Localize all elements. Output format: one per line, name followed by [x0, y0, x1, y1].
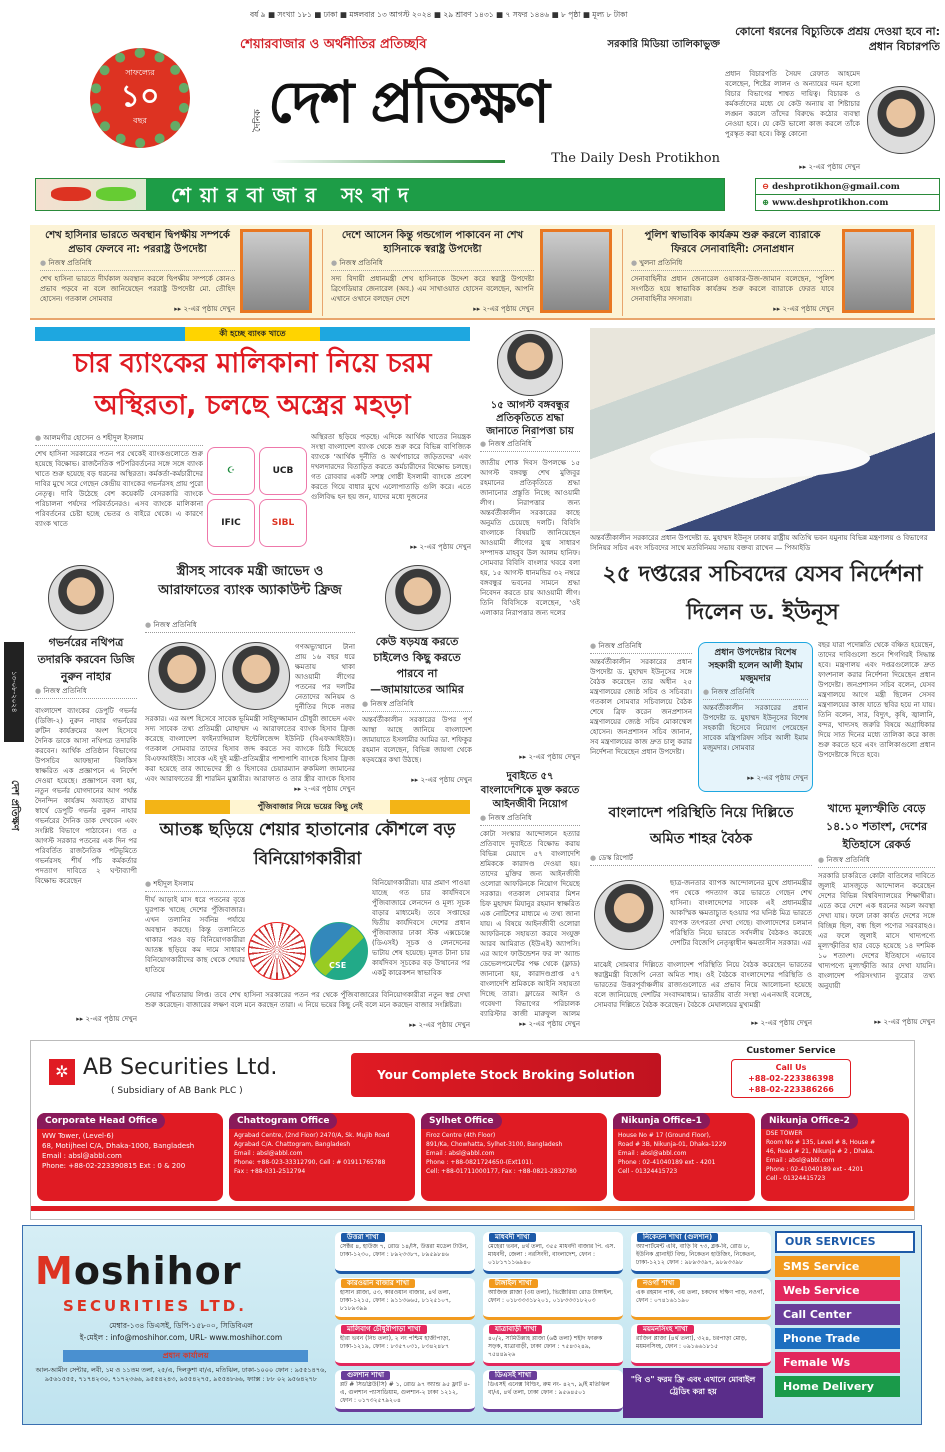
branch-address: মেহেরা ভবন, ৪র্থ তলা, ৩৫৫ মাধবদী বাজার পি. এস. মাধবদী, জেলা : নরসিংদী, বাংলাদেশ, ফোন : ০১৮১৭১১৬৯৪০ [488, 1243, 616, 1266]
article-javed-arafat[interactable] [145, 562, 355, 638]
headline[interactable]: দুবাইতে ৫৭ বাংলাদেশিকে মুক্ত করতে আইনজীবী নিয়োগ [480, 771, 580, 810]
amit-shah-photo [594, 880, 664, 950]
byline: ● আলমগীর হোসেন ও শহীদুল ইসলাম [35, 432, 203, 446]
army-chief-photo [842, 229, 914, 313]
branch-title: নওগাঁ শাখা [637, 1279, 680, 1288]
article-body: দীর্ঘ আড়াই মাস ধরে পতনের বৃত্তে ঘুরপাক খাচ্ছে দেশের পুঁজিবাজার। এখন তলানির সর্বনিম্ন পর্যায়ে অবস্থান করছে। কিন্তু তলানিতে থাকার পরও বড় বিনিয়োগকারীরা আতঙ্ক ছড়িয়ে কম দামে সাধারণ বিনিয়োগকারীদের কাছ থেকে শেয়ার হাতিয়ে [145, 896, 245, 974]
service-item: Web Service [775, 1280, 900, 1301]
branch-card [335, 1278, 475, 1320]
anniversary-emblem [80, 40, 200, 170]
web-icon: ⊕ [762, 198, 773, 208]
javed-body [145, 714, 355, 796]
cse-label: CSE [329, 961, 347, 970]
headline[interactable]: গভর্নরের নথিপত্র তদারকি করবেন ডিজি নুরুন নাহার [37, 636, 135, 683]
service-item: SMS Service [775, 1256, 900, 1277]
headline[interactable]: ১৫ আগস্ট বঙ্গবন্ধুর প্রতিকৃতিতে শ্রদ্ধা জানাতে নিরাপত্তা চায় [486, 400, 574, 437]
amit-body-cont [594, 960, 812, 1030]
anniversary-top: সাফল্যের [125, 68, 155, 77]
continue-link[interactable]: ▸▸ ২-এর পৃষ্ঠায় দেখুন [725, 162, 860, 172]
branch-title: মালিবাগ চৌধুরীপাড়া শাখা [341, 1325, 427, 1334]
branch-address: হীরা ভবন (নিচ তলা), ২ নং পশ্চিম হাজীপাড়া, ঢাকা-১২১৯, ফোন : ৮৩৫৭০৩১, ৮৩৪২৪৮৭ [340, 1335, 451, 1350]
strip-article[interactable] [622, 229, 834, 316]
contact-box [755, 178, 940, 211]
ific-logo: IFIC [207, 499, 255, 547]
branch-title: ময়মনসিংহ শাখা [637, 1325, 694, 1334]
ab-logo-icon: ✲ [49, 1059, 75, 1085]
cs-call: Call Us [775, 1063, 807, 1072]
newspaper-logo[interactable]: দেশ প্রতিক্ষণ [268, 68, 548, 136]
secretaries-body-cont [818, 640, 935, 792]
office-card [37, 1113, 223, 1201]
office-line: DSE TOWER [766, 1130, 803, 1137]
article-body: শেখ হাসিনা সরকারের পতন পর থেকেই ব্যাংকগুলোতে শুরু হয়েছে বিক্ষোভ। রাজনৈতিক পটপরিবর্তনের সঙ্গে সঙ্গে ব্যাংক খাতে শুরু হয়েছে বড় ধরনের অস্থিরতা। কর্মকর্তা-কর্মচারীদের দাবির মুখে সরে গেছেন কেন্দ্রীয় ব্যাংকের গভর্নরসহ প্রায় পুরো নেতৃত্ব। দাবি উঠেছে বেশ কয়েকটি বেসরকারি ব্যাংকে পরিচালনা পর্ষদের পরিবর্তনেরও। এসব ব্যাংকে মালিকানা পরিবর্তনের চেষ্টা হচ্ছে ভেতর ও বাইরে থেকে। এ কারণে ব্যাংক খাতে [35, 450, 203, 528]
office-line: Room No # 135, Level # 8, House # [766, 1139, 876, 1146]
govt-listed-label: সরকারি মিডিয়া তালিকাভুক্ত [607, 39, 720, 50]
home-adviser-photo [540, 229, 612, 313]
headline[interactable]: শেখ হাসিনার ভারতে অবস্থান দ্বিপক্ষীয় সম্পর্কে প্রভাব ফেলবে না: পররাষ্ট্র উপদেষ্টা [45, 230, 230, 255]
side-logo: দেশ প্রতিক্ষণ [4, 750, 24, 860]
photo-caption: অন্তর্বর্তীকালীন সরকারের প্রধান উপদেষ্টা ড. মুহাম্মদ ইউনূস ঢাকায় রাষ্ট্রীয় অতিথি ভবন যমুনায় বিভিন্ন মন্ত্রণালয় ও বিভাগের সিনিয়র সচিব এবং সচিবদের সাথে মতবিনিময় সভায় বক্তব্য রাখেন — পিআইডি [590, 534, 928, 552]
decorative-bar [31, 1206, 915, 1211]
branch-title: উত্তরা শাখা [341, 1233, 385, 1242]
services-title: OUR SERVICES [775, 1231, 915, 1253]
service-item: Call Center [775, 1304, 900, 1325]
section-banner-title: শেয়ারবাজার সংবাদ [171, 183, 418, 207]
article-body: সেনাবাহিনীর প্রধান জেনারেল ওয়াকার-উজ-জামান বলেছেন, 'পুলিশ সংগঠিত হয়ে স্বাভাবিক কার্যক্রম শুরু করলে ব্যারাকে ফেরত যাবে সেনাবাহিনীর সদস্যরা। [631, 275, 834, 303]
byline: ● নিজস্ব প্রতিনিধি [480, 438, 580, 452]
office-card [229, 1113, 415, 1201]
office-line: Phone : 02-41040189 ext - 4201 [766, 1166, 864, 1173]
branch-address: হাসান প্লাজা, ৫৩, কারওয়ান বাজার, ৪র্থ তলা, ঢাকা-১২১৫, ফোন : ৯১১৩৬৬৫, ৮১২৫১০৭, ৮১৮৯৩৯৯ [340, 1289, 451, 1312]
byline: ● নিজস্ব প্রতিনিধি [331, 257, 534, 271]
office-line: 68, Motijheel C/A, Dhaka-1000, Bangladesh [42, 1142, 195, 1150]
office-line: 891/Ka, Chowhatta, Sylhet-3100, Bangladesh [426, 1141, 563, 1148]
continue-link[interactable]: ▸▸ ২-এর পৃষ্ঠায় দেখুন [631, 304, 834, 314]
office-line: Email : absl@abbl.com [42, 1152, 122, 1160]
customer-service [731, 1045, 851, 1109]
article-body: শেখ হাসিনা ভারতে দীর্ঘকাল অবস্থান করলে দ্বিপক্ষীয় সম্পর্কে কোনও প্রভাব পড়বে না বলে জানিয়েছেন পররাষ্ট্র উপদেষ্টা মো. তৌহিদ হোসেন। গতকাল সোমবার [40, 275, 235, 303]
byline: ● নিজস্ব প্রতিনিধি [590, 640, 692, 654]
office-title: Nikunja Office-2 [761, 1113, 858, 1129]
article-jamaat[interactable] [362, 634, 472, 796]
email-icon: ⊖ [762, 182, 773, 192]
branch-card [631, 1278, 771, 1320]
lead-article [35, 432, 203, 556]
article-body: গণঅভ্যুত্থানে টানা প্রায় ১৬ বছর ধরে ক্ষমতায় থাকা আওয়ামী লীগের পতনের পর দলটির নেতাদের অনিয়ম ও দুর্নীতির দিকে নজর [295, 643, 355, 711]
article-body: ছাত্র-জনতার ব্যাপক আন্দোলনের মুখে প্রধানমন্ত্রীর পদ থেকে পদত্যাগ করে ভারতে গেছেন শেখ হাসিনা। বাংলাদেশের সাবেক এই প্রধানমন্ত্রীর আকস্মিক ক্ষমতাচ্যুত হওয়ার পর ঘনিষ্ঠ মিত্র ভারতে ব্যাপক তৎপরতা দেখা গেছে। বাংলাদেশের চলমান পরিস্থিতি নিয়ে ভারতে সর্বদলীয় বৈঠকও করেছে দেশটির বিজেপি নেতৃত্বাধীন ক্ষমতাসীন সরকার। এর [670, 879, 812, 947]
branch-card [483, 1232, 623, 1274]
branch-address: ডিএসই এনেক্স বিল্ডিং, রুম নং- ৪২৭, ৯/ই মতিঝিল বা/এ, ৪র্থ তলা, ঢাকা ফোন : ৯৫৬৪৫০১ [488, 1381, 610, 1396]
promo-badge: "বি ও" ফরম ফ্রি এবং এখানে মোবাইল ট্রেডিং করা হয় [623, 1368, 763, 1418]
chief-justice-photo [867, 86, 935, 154]
headline[interactable]: পুলিশ স্বাভাবিক কার্যক্রম শুরু করলে ব্যারাকে ফিরবে সেনাবাহিনী: সেনাপ্রধান [644, 230, 821, 255]
office-card [421, 1113, 607, 1201]
branch-card [483, 1324, 623, 1366]
moshihor-securities: SECURITIES LTD. [63, 1297, 247, 1315]
office-line: Email : absl@abbl.com [618, 1150, 687, 1157]
foreign-adviser-photo [240, 229, 312, 313]
moshihor-member: মেম্বার-১৩৪ ডিএসই, ডিপি-১৫৮০০, সিডিবিএল [109, 1321, 253, 1330]
article-body: নেয়ার পাঁয়তারায় লিপ্ত। তবে শেখ হাসিনা সরকারের পতন পর থেকে পুঁজিবাজারের বিনিয়োগকারীরা নতুন স্বপ্ন দেখা শুরু করেছেন। বাজারের লক্ষণ বলে মনে করছেন তারা। এ নিয়ে ভয়ের কিছু নেই বলে মনে করছেন বাজার সংশ্লিষ্টরা। [145, 991, 470, 1009]
nurun-nahar-photo [48, 565, 114, 631]
continue-link[interactable]: ▸▸ ২-এর পৃষ্ঠায় দেখুন [362, 775, 472, 785]
islami-bank-logo: ☪ [207, 447, 255, 495]
ab-name: AB Securities Ltd. [83, 1055, 278, 1080]
kicker: পুঁজিবাজার নিয়ে ভয়ের কিছু নেই [230, 800, 390, 814]
article-body: বছর যারা পদোন্নতি থেকে বঞ্চিত হয়েছেন, তাদের দাবিগুলো শুনে শিগগিরই সিদ্ধান্ত হবে। মন্ত্রণালয় এবং দপ্তরগুলোকে দ্রুত ফাংশনাল করার নির্দেশনা দিয়েছেন প্রধান উপদেষ্টা। জনপ্রশাসন সচিব বলেন, যেসব মন্ত্রণালয়ে আগে মন্ত্রী ছিলেন সেসব মন্ত্রণালয়ের কাজ যাতে স্থবির হয়ে না যায়। তিনি বলেন, সার, বিদ্যুৎ, কৃষি, জ্বালানি, বন্দর, খাদ্যসহ জরুরি বিষয়ে অগ্রাধিকার দিয়ে সাত দিনের মধ্যে তালিকা করে কাজ শুরু করতে হবে এবং তালিকাগুলো প্রধান উপদেষ্টাকে দিতে হবে। [818, 641, 935, 759]
office-line: Agrabad C/A. Chattogram, Bangladesh [234, 1141, 351, 1148]
section-banner [35, 178, 725, 211]
website-link[interactable]: www.deshprotikhon.com [772, 198, 889, 208]
article-awami-league[interactable] [480, 330, 580, 456]
cs-phone[interactable]: +88-02-223386266 [748, 1085, 834, 1094]
article-body: সরকারি চাকরিতে কোটা বাতিলের দাবিতে জুলাই মাসজুড়ে আন্দোলন করেছেন দেশের বিভিন্ন বিশ্ববিদ্যালয়ের শিক্ষার্থীরা। এতে করে দেশে এক ধরনের অচল অবস্থা দেখা যায়। ফলে ঢাকা কার্যত দেশের সঙ্গে বিচ্ছিন্ন ছিল, বন্ধ ছিল পণ্যের সরবরাহও। এর ফলে জুলাই মাসে খাদ্যপণ্যে মূল্যস্ফীতির হার বেড়ে হয়েছে ১৪ দশমিক ১০ শতাংশ। দেশের ইতিহাসে এভাবে খাদ্যপণ্যে মূল্যস্ফীতি আর দেখা যায়নি। বাংলাদেশ পরিসংখ্যান ব্যুরোর তথ্য অনুযায়ী [818, 872, 935, 990]
branch-title: গুলশান শাখা [341, 1371, 390, 1380]
continue-link[interactable]: ▸▸ ২-এর পৃষ্ঠায় দেখুন [480, 752, 580, 762]
ab-securities-ad[interactable] [30, 1040, 915, 1220]
strip-article[interactable] [322, 229, 534, 316]
article-dubai[interactable] [480, 770, 580, 1028]
office-title: Nikunja Office-1 [613, 1113, 710, 1129]
cs-title: Customer Service [746, 1046, 836, 1056]
office-line: Email : absl@abbl.com [426, 1150, 495, 1157]
article-body: সদ্য বিদায়ী প্রধানমন্ত্রী শেখ হাসিনাকে উদ্দেশ করে স্বরাষ্ট্র উপদেষ্টা ব্রিগেডিয়ার জেনারেল (অব.) এম সাখাওয়াত হোসেন বলেছেন, আপনি এখানে ওখানে বলছেন দেশে [331, 275, 534, 303]
branch-card [631, 1324, 771, 1366]
share-body-cont [145, 990, 470, 1030]
moshihor-logo: Moshihor [35, 1249, 242, 1293]
branch-address: সেক্টর ৪, হাউজ ৭, রোড ১৪/সি, উত্তরা মডেল টাউন, ঢাকা-১২৩০, ফোন : ৮৯২৩৩৮৭, ৮৯৫৯৮৪৬ [340, 1243, 469, 1258]
secretaries-body [590, 640, 692, 790]
lead-headline[interactable]: চার ব্যাংকের মালিকানা নিয়ে চরম অস্থিরতা, চলছে অস্ত্রের মহড়া [73, 348, 432, 421]
office-line: Cell: +88-01711000177, Fax : +88-0821-2832780 [426, 1168, 577, 1175]
continue-link[interactable]: ▸▸ ২-এর পৃষ্ঠায় দেখুন [311, 542, 471, 552]
headline[interactable]: স্ত্রীসহ সাবেক মন্ত্রী জাভেদ ও আরাফাতের ব্যাংক অ্যাকাউন্ট ফ্রিজ [158, 564, 342, 598]
continue-link[interactable]: ▸▸ ২-এর পৃষ্ঠায় দেখুন [818, 1017, 935, 1027]
english-title: The Daily Desh Protikhon [551, 151, 720, 166]
branch-address: অ্যাপার্টমেন্ট এবি, বাড়ি বি ৭৩, ব্লক-বি, রোড ৮, ইউনিক গ্রানাইট বিল্ড, নিকেতন হাউজিং, নিকেতন, ঢাকা-১২১২ ফোন : ৯৮৯৩৩৯৭, ৯৮৯৩৩৯৮ [636, 1243, 756, 1266]
branch-title: কারওয়ান বাজার শাখা [341, 1279, 415, 1288]
office-line: Email : absl@abbl.com [766, 1157, 835, 1164]
ab-subsidiary: ( Subsidiary of AB Bank PLC ) [111, 1086, 243, 1096]
article-body: অন্তর্বর্তীকালীন সরকারের উপর পূর্ণ আস্থা আছে জানিয়ে বাংলাদেশ জামায়াতে ইসলামীর আমির ডা. শফিকুর রহমান বলেছেন, বিভিন্ন জায়গা থেকে ষড়যন্ত্রের কথা উঠছে। [362, 716, 472, 764]
hq-address: আল-আমীন সেন্টার, লবী, ১ম ও ১১তম তলা, ২৫/এ, দিলকুশা বা/এ, মতিঝিল, ঢাকা-১০০০ ফোন : ৯৫৫১৪৭৬, ৯৫৬১৫৫৫, ৭১৭৪২৩০, ৭১৭২৩৬৬, ৯৫৫৪২৪৩, ৯৫৫৪২৭৫, ৯৫৫৪৮৬৬, ফ্যাক্স : ৮৮ ০২ ৯৫৬৪২৭৮ [35, 1366, 327, 1383]
ali-imam-box[interactable] [698, 642, 813, 792]
article-body: জাতীয় শোক দিবস উপলক্ষে ১৫ আগস্ট বঙ্গবন্ধু শেখ মুজিবুর রহমানের প্রতিকৃতিতে শ্রদ্ধা জানানোর প্রস্তুতি নিচ্ছে আওয়ামী লীগ। নিরাপত্তার জন্য অন্তর্বর্তীকালীন সরকারের কাছে অনুমতি চেয়েছে দলটি। বিবিসি বাংলাকে বিষয়টি জানিয়েছেন আওয়ামী লীগের যুগ্ম সাধারণ সম্পাদক মাহবুব উল আলম হানিফ। সোমবার বিবিসি বাংলার খবরে বলা হয়, ১৫ আগস্ট ধানমন্ডির ৩২ নম্বরে বঙ্গবন্ধুর ভবনের সামনে শ্রদ্ধা নিবেদন করতে চায় আওয়ামী লীগ। তিনি বিবিসিকে বলেছেন, 'ওই এলাকার নিরাপত্তার জন্য দলের [480, 459, 580, 617]
office-title: Chattogram Office [229, 1113, 337, 1129]
office-line: Phone : +88-0821724650-(Ext101). [426, 1159, 534, 1166]
article-governor[interactable] [35, 634, 137, 704]
byline: ● নিজস্ব প্রতিনিধি [145, 619, 355, 633]
continue-link[interactable]: ▸▸ ২-এর পৃষ্ঠায় দেখুন [145, 1020, 470, 1030]
byline: ● ডেস্ক রিপোর্ট [590, 852, 812, 866]
anniversary-bottom: বছর [133, 116, 147, 125]
office-title: Sylhet Office [421, 1113, 502, 1129]
lead-article-cont [311, 432, 471, 556]
javed-photo [148, 642, 216, 710]
headline[interactable]: প্রধান উপদেষ্টার বিশেষ সহকারী হলেন আলী ইমাম মজুমদার [708, 648, 803, 684]
office-line: Email : absl@abbl.com [234, 1150, 303, 1157]
office-title: Corporate Head Office [37, 1113, 165, 1129]
office-line: Phone: +88-023-33312790, Cell : # 01911765788 [234, 1159, 386, 1166]
office-card [761, 1113, 909, 1201]
bank-logos [207, 447, 307, 547]
photo-credit: পিআইডি [784, 544, 811, 552]
subhead: —জামায়াতের আমির [370, 683, 464, 696]
share-body [145, 878, 245, 988]
branch-card [483, 1278, 623, 1320]
branch-card [335, 1232, 475, 1274]
article-body: অন্তর্বর্তীকালীন সরকারের প্রধান উপদেষ্টা ড. মুহাম্মদ ইউনূসের সঙ্গে বৈঠক করেছেন তার অধীন ২৫ মন্ত্রণালয়ের জ্যেষ্ঠ সচিব ও সচিবরা। গতকাল সোমবার সচিবালয়ে বৈঠক শেষে ব্রিফ করেন জনপ্রশাসন মন্ত্রণালয়ের জ্যেষ্ঠ সচিব মোকাম্মেল হোসেন। জনপ্রশাসন সচিব জানান, সব মন্ত্রণালয়ের কাজ দ্রুত চালু করার নির্দেশনা দিয়েছেন প্রধান উপদেষ্টা। [590, 658, 692, 756]
dainik-prefix: দৈনিক [253, 109, 263, 132]
headline[interactable]: দেশে আসেন কিন্তু গন্ডগোল পাকাবেন না শেখ হাসিনাকে স্বরাষ্ট্র উপদেষ্টা [341, 230, 524, 255]
branch-address: আজিজ প্লাজা (৩য় তলা), ভিক্টোরিয়া রোড টাঙ্গাইল, ফোন : ০১৮৩৩৩১৮২০১, ০১৮৩৩৩১৮২০৩ [488, 1289, 613, 1304]
office-line: Phone: +88-02-223390815 Ext : 0 & 200 [42, 1162, 186, 1170]
byline: ● নিজস্ব প্রতিনিধি [703, 686, 808, 700]
branch-address: ৪০/২, সামিউল্লাহ প্লাজা (৬ষ্ঠ তলা) শহীদ ফারুক সড়ক, যাত্রাবাড়ী, ঢাকা ফোন : ৭৫৪৩২৪৯, ৭৫৪৪৯২৬ [488, 1335, 603, 1358]
service-item: Female Ws [775, 1352, 900, 1373]
branch-title: টাঙ্গাইল শাখা [489, 1279, 538, 1288]
side-date-badge: ১৩-০৮-২০২৪ [4, 642, 24, 742]
kicker-bar [35, 327, 470, 341]
branch-title: যাত্রাবাড়ী শাখা [489, 1325, 542, 1334]
article-body: অন্তর্বর্তীকালীন সরকারের প্রধান উপদেষ্টা ড. মুহাম্মদ ইউনূসের বিশেষ সহকারী হিসেবে নিয়োগ পেয়েছেন সাবেক মন্ত্রিপরিষদ সচিব আলী ইমাম মজুমদার। সোমবার [703, 704, 808, 752]
hq-label: প্রধান কার্যালয় [63, 1350, 308, 1362]
headline[interactable]: খাদ্যে মূল্যস্ফীতি বেড়ে ১৪.১০ শতাংশ, দেশের ইতিহাসে রেকর্ড [826, 802, 927, 851]
article-body: বাংলাদেশ ব্যাংকের ডেপুটি গভর্নর (ডিজি-২) নুরুন নাহার গভর্নরের রুটিন কার্যক্রমের অংশ হিসেবে দৈনিক ডাকে আসা নথিপত্র তদারকি করবেন। আর্থিক প্রতিষ্ঠান বিভাগের উপসচিব আফছানা বিলকিস স্বাক্ষরিত এক প্রজ্ঞাপনে এ নির্দেশ দেওয়া হয়েছে। প্রজ্ঞাপনে বলা হয়, নতুন গভর্নর যোগদানের আগ পর্যন্ত দৈনন্দিন কার্যক্রম অব্যাহত রাখার স্বার্থে ডেপুটি গভর্নর নুরুন নাহার গভর্নরের দৈনিক ডাক দেখবেন এবং সংশ্লিষ্ট বিভাগে পাঠাবেন। গত ৫ আগস্ট সরকার পতনের এক দিন পর পরিবর্তিত রাজনৈতিক পটভূমিতে গভর্নরসহ শীর্ষ পাঁচ কর্মকর্তার পদত্যাগ দাবিতে ২ ঘণ্টাব্যাপী বিক্ষোভ করেছেন [35, 707, 137, 885]
office-line: WW Tower, (Level-6) [42, 1132, 114, 1140]
article-food-inflation[interactable] [818, 800, 935, 1030]
our-services [775, 1231, 915, 1421]
ab-slogan: Your Complete Stock Broking Solution [351, 1053, 661, 1097]
branch-card [483, 1370, 623, 1412]
continue-link[interactable]: ▸▸ ২-এর পৃষ্ঠায় দেখুন [331, 304, 534, 314]
arafat-photo [222, 642, 290, 710]
tagline: শেয়ারবাজার ও অর্থনীতির প্রতিচ্ছবি [240, 37, 427, 52]
email-link[interactable]: deshprotikhon@gmail.com [772, 182, 900, 192]
byline: ● শহীদুল ইসলাম [145, 878, 245, 892]
share-headline[interactable]: আতঙ্ক ছড়িয়ে শেয়ার হাতানোর কৌশলে বড় বিনিয়োগকারীরা [159, 820, 456, 869]
article-chief-justice[interactable] [725, 24, 940, 174]
office-line: House No # 17 (Ground Floor), [618, 1132, 711, 1139]
continue-link[interactable]: ▸▸ ২-এর পৃষ্ঠায় দেখুন [480, 1019, 580, 1028]
cs-phone[interactable]: +88-02-223386398 [748, 1074, 834, 1083]
governor-body [35, 706, 137, 1026]
moshihor-info [31, 1320, 331, 1346]
byline: ● নিজস্ব প্রতিনিধি [818, 854, 935, 868]
office-line: 46, Road # 21, Nikunja # 2 , Dhaka. [766, 1148, 875, 1155]
moshihor-ad[interactable] [22, 1225, 922, 1425]
meeting-photo [590, 328, 935, 531]
branch-title: ডিএসই শাখা [489, 1371, 537, 1380]
headline[interactable]: কেউ ষড়যন্ত্র করতে চাইলেও কিছু করতে পারবে না [373, 635, 461, 680]
branch-card [335, 1370, 475, 1412]
office-line: Agrabad Centre, (2nd Floor) 2470/A, Sk. Mujib Road [234, 1132, 390, 1139]
sibl-logo: SIBL [259, 499, 307, 547]
bull-bear-icon [36, 179, 146, 210]
cse-logo [310, 922, 368, 980]
byline: ● নিজস্ব প্রতিনিধি [40, 257, 235, 271]
branch-card [631, 1232, 771, 1274]
service-item: Phone Trade [775, 1328, 900, 1349]
office-line: Fax : +88-031-2512794 [234, 1168, 306, 1175]
office-line: Cell - 01324415723 [766, 1175, 826, 1182]
top-news-strip [30, 225, 935, 320]
kicker-bar [145, 800, 470, 814]
article-body: বিনিয়োগকারীরা। যার প্রমাণ পাওয়া যাচ্ছে গত চার কার্যদিবসে পুঁজিবাজারে লেনদেন ও মূল্য সূচক বাড়ার মাধ্যমেই। তবে সপ্তাহের দ্বিতীয় কার্যদিবসে দেশের প্রধান পুঁজিবাজার ঢাকা স্টক এক্সচেঞ্জে (ডিএসই) সূচক ও লেনদেনের ভাটায় শেষ হয়েছে। মূলত টানা চার কার্যদিবস সূচকের বড় উত্থানের পর একটু কারেকশন স্বাভাবিক [372, 879, 470, 977]
ucb-logo: UCB [259, 447, 307, 495]
continue-link[interactable]: ▸▸ ২-এর পৃষ্ঠায় দেখুন [594, 1018, 812, 1028]
strip-article[interactable] [40, 229, 235, 316]
jamaat-amir-photo [385, 565, 451, 631]
article-body: সরকার। এর অংশ হিসেবে সাবেক ভূমিমন্ত্রী সাইফুজ্জামান চৌধুরী জাভেদ এবং সদ্য সাবেক তথ্য প্রতিমন্ত্রী মোহাম্মদ এ আরাফাতের ব্যাংক হিসাব ফ্রিজ করেছে বাংলাদেশ ফাইন্যান্সিয়াল ইন্টেলিজেন্স ইউনিট (বিএফআইইউ)। গতকাল সোমবার তাদের হিসাব জব্দ করতে সব ব্যাংকে চিঠি দিয়েছে বিএফআইইউ। সাবেক এই দুই মন্ত্রী-প্রতিমন্ত্রীর পাশাপাশি ব্যাংকে হিসাব ফ্রিজ করা হয়েছে তার জাভেদের স্ত্রী ও হিসাবের চেয়ারম্যান রুকমিলা জামানের এবং আরাফাতের স্ত্রী শারমিন মুস্তারীর। আরাফাত ও তার স্ত্রীর ব্যাংকে হিসাব [145, 715, 355, 783]
office-line: Phone : 02-41040189 ext - 4201 [618, 1159, 716, 1166]
branch-address: রাজিন প্লাজা (৪র্থ তলা), ৩২৪, চরপাড়া মোড়, ময়মনসিংহ, ফোন : ০৯১৬৬১৮১৫ [636, 1335, 747, 1350]
service-item: Home Delivery [775, 1376, 900, 1397]
branch-title: মাধবদী শাখা [489, 1233, 536, 1242]
kicker: কী হচ্ছে ব্যাংক খাতে [185, 327, 320, 341]
byline: ● নিজস্ব প্রতিনিধি [35, 685, 137, 699]
article-amit-shah[interactable] [590, 800, 812, 876]
continue-link[interactable]: ▸▸ ২-এর পৃষ্ঠায় দেখুন [40, 304, 235, 314]
article-body: কোটা সংস্কার আন্দোলনে হত্যার প্রতিবাদে দুবাইতে বিক্ষোভ করায় বিভিন্ন মেয়াদে ৫৭ বাংলাদেশি শ্রমিককে কারাদণ্ড দেওয়া হয়। তাদের মুক্তির জন্য আইনজীবী ওলোরা আফরিনকে নিয়োগ দিয়েছে সরকার। গতকাল সোমবার মিশন চিফ মুহাম্মদ মিযানুর রহমান স্বাক্ষরিত এক নোটিশের মাধ্যমে এ তথ্য জানা যায়। এ বিষয়ে আইনজীবী ওলোরা আফরিনকে সহায়তা করবে সংযুক্ত আরব আমিরাত (ইউএই) অ্যাপসি। এর আগে ফাউন্ডেশন ফর ল' অ্যান্ড ডেভেলপমেন্টের পক্ষ থেকে (ফ্লাড) জানানো হয়, কারাদণ্ডপ্রাপ্ত ৫৭ বাংলাদেশি শ্রমিককে আইনি সহায়তা দিচ্ছে তারা। ফ্লাডের আইন ও গবেষণা বিভাগের পরিচালক ব্যারিস্টার কাজী মারুফুল আলম [480, 830, 580, 1018]
article-body: অস্থিরতা ছড়িয়ে পড়ছে। এদিকে আর্থিক খাতের নিয়ন্ত্রক সংস্থা বাংলাদেশ ব্যাংক থেকে শুরু করে বিভিন্ন বাণিজ্যিক ব্যাংকে 'আর্থিক দুর্নীতি ও অর্থপাচারে জড়িতদের' এবং দখলদারদের বিতাড়িত করতে কর্মচারীদের বিক্ষোভ চলছে। গত রোববার একটি সশস্ত্র গোষ্ঠী ইসলামী ব্যাংকে প্রবেশ করতে গিয়ে বাধার মুখে এলোপাতাড়ি গুলি করে। এতে গুলিবিদ্ধ হন ছয় জন, যাদের মধ্যে দুজনের [311, 433, 471, 501]
secretaries-headline[interactable]: ২৫ দপ্তরের সচিবদের যেসব নির্দেশনা দিলেন ড. ইউনূস [602, 562, 923, 625]
continue-link[interactable]: ▸▸ ২-এর পৃষ্ঠায় দেখুন [145, 784, 355, 794]
byline: ● নিজস্ব প্রতিনিধি [480, 812, 580, 826]
continue-link[interactable]: ▸▸ ২-এর পৃষ্ঠায় দেখুন [35, 1014, 137, 1024]
office-card [613, 1113, 755, 1201]
office-line: Cell - 01324415723 [618, 1168, 678, 1175]
office-line: Road # 3B, Nikunja-01, Dhaka-1229 [618, 1141, 727, 1148]
hanif-photo [497, 330, 563, 396]
continue-link[interactable]: ▸▸ ২-এর পৃষ্ঠায় দেখুন [703, 773, 808, 783]
article-body: প্রধান বিচারপতি সৈয়দ রেফাত আহমেদ বলেছেন, শিষ্টের লালন ও অন্যায়ের দমন হলো বিচার বিভাগের শাশ্বত দায়িত্ব। বিচারক ও কর্মকর্তাদের মধ্যে যে কেউ অন্যায় বা শিষ্টাচার লঙ্ঘন করলে তাঁদের বিরুদ্ধে কঠোর ব্যবস্থা নেওয়া হবে। যে কেউ ভালো কাজ করলে তাঁকে পুরস্কৃত করা হবে। কিন্তু কোনো [725, 70, 860, 138]
article-body: মাঝেই সোমবার দিল্লিতে বাংলাদেশ পরিস্থিতি নিয়ে বৈঠক করেছেন ভারতের স্বরাষ্ট্রমন্ত্রী বিজেপি নেতা অমিত শাহ। ওই বৈঠকে বাংলাদেশের পরিস্থিতি ও ভারতের উত্তরপূর্বাঞ্চলীয় রাজ্যগুলোতে এর প্রভাব নিয়ে আলোচনা হয়েছে বলে জানিয়েছে দেশটির সংবাদমাধ্যম। ভারতীয় বার্তা সংস্থা এএনআই বলেছে, সোমবার দিল্লিতে বৈঠক করেছেন। বৈঠকে মেঘালয়ের মুখ্যমন্ত্রী [594, 961, 812, 1009]
decorative-line [270, 160, 505, 163]
branch-card [335, 1324, 475, 1366]
date-line: বর্ষ ৯ ■ সংখ্যা ১৮১ ■ ঢাকা ■ মঙ্গলবার ১৩ আগস্ট ২০২৪ ■ ২৯ শ্রাবণ ১৪৩১ ■ ৭ সফর ১৪৪৬ ■ ৮ পৃষ্ঠা ■ মূল্য ৮ টাকা [250, 10, 628, 19]
headline[interactable]: কোনো ধরনের বিচ্যুতিকে প্রশ্রয় দেওয়া হবে না: প্রধান বিচারপতি [735, 25, 940, 53]
byline: ● খুলনা প্রতিনিধি [631, 257, 834, 271]
branch-title: নিকেতন শাখা (গুলশান) [637, 1233, 718, 1242]
moshihor-email-url[interactable]: ই-মেইল : info@moshihor.com, URL- www.moshihor.com [79, 1333, 283, 1342]
awami-body [480, 458, 580, 764]
dse-logo [248, 922, 306, 980]
branch-address: প্লট # সিডব্লিউ(সি) # ১, রোড ৯৭ অ্যান্ড ৯৫ ফ্লাট ৪-এ, গুলশান প্যাসাডিয়াম, গুলশান-২ ঢাকা ১২১২, ফোন : ০১৭৩২৫৭৯২০৪ [340, 1381, 470, 1404]
branch-address: এক রহমান পার্ক, ৩য় তলা, চকদেব দক্ষিণ পাড়, নওগাঁ, ফোন : ০৭৪১৬১১৯০ [636, 1289, 765, 1304]
byline: ● নিজস্ব প্রতিনিধি [362, 698, 472, 712]
headline[interactable]: বাংলাদেশ পরিস্থিতি নিয়ে দিল্লিতে অমিত শাহর বৈঠক [608, 805, 794, 847]
office-line: Firoz Centre (4th Floor) [426, 1132, 496, 1139]
anniversary-number: ১০ [120, 79, 160, 114]
